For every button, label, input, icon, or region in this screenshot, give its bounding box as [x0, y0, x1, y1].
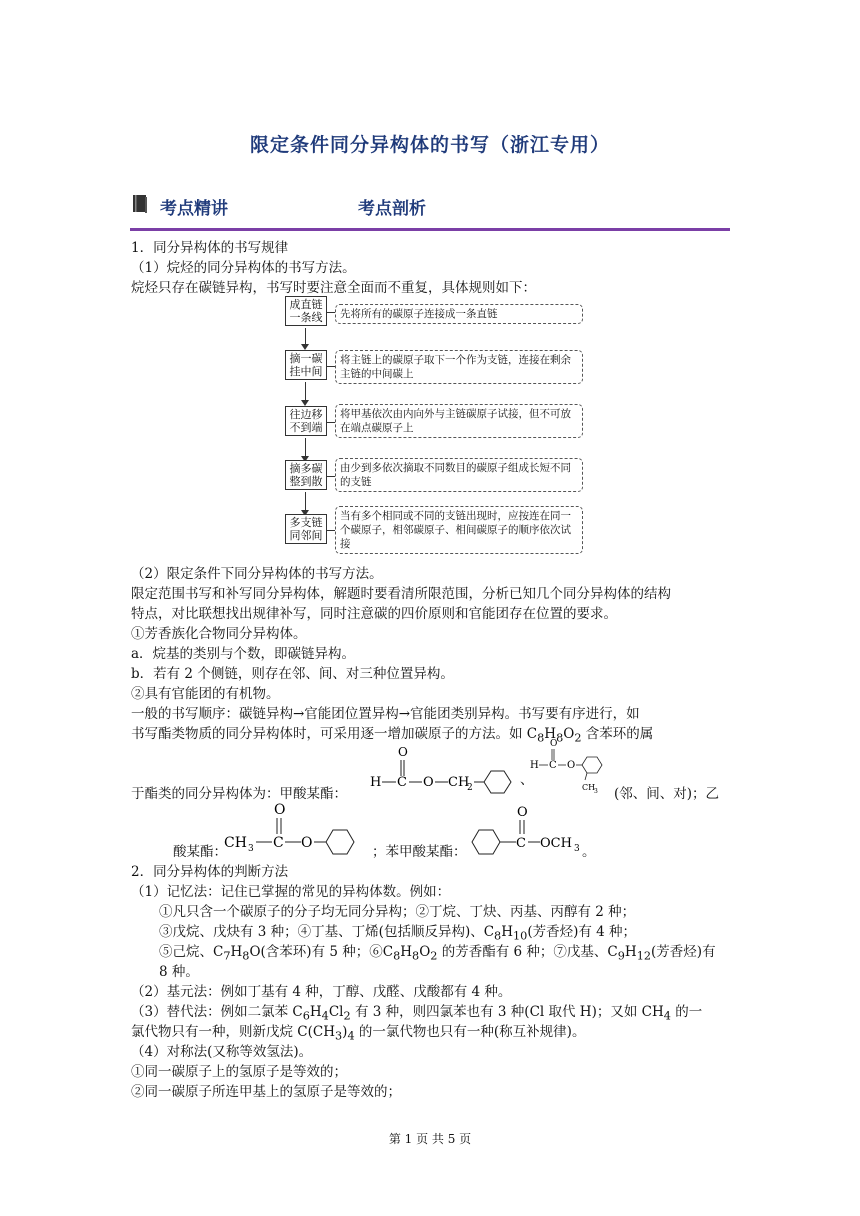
svg-text:O: O: [567, 760, 576, 771]
paragraph: 特点，对比联想找出规律补写，同时注意碳的四价原则和官能团存在位置的要求。: [131, 606, 617, 622]
structure-methyl-benzoate: [470, 802, 586, 862]
svg-text:C: C: [549, 760, 557, 771]
structure-phenyl-acetate: [224, 798, 370, 862]
flow-step-desc: 先将所有的碳原子连接成一条直链: [335, 304, 583, 324]
paragraph: ⑤己烷、$C_7H_8O$(含苯环)有 5 种；$⑥C_8H_8O_2$ 的芳香酯有 6 种；⑦戊基、$C_9H_{12}$(芳香烃)有: [159, 944, 716, 963]
paragraph: 于酯类的同分异构体为：甲酸某酯：: [131, 786, 347, 802]
flow-step-box: 多支链 同邻间: [285, 514, 327, 544]
paragraph: （2）限定条件下同分异构体的书写方法。: [131, 566, 383, 582]
heading-rule-2: 2．同分异构体的判断方法: [131, 864, 289, 880]
svg-text:CH: CH: [582, 783, 596, 792]
heading-rule-1: 1．同分异构体的书写规律: [131, 240, 289, 256]
flow-step-box: 摘一碳 挂中间: [285, 350, 327, 380]
paragraph: 一般的书写顺序：碳链异构→官能团位置异构→官能团类别异构。书写要有序进行，如: [131, 706, 640, 722]
svg-text:O: O: [550, 739, 558, 749]
section-title-pouxi: 考点剖析: [358, 199, 426, 219]
svg-text:2: 2: [467, 783, 473, 793]
paragraph: （2）基元法：例如丁基有 4 种，丁醇、戊醛、戊酸都有 4 种。: [131, 984, 512, 1000]
paragraph: （3）替代法：例如二氯苯 $C_6H_4Cl_2$ 有 3 种，则四氯苯也有 3 种(Cl 取代 H)；又如 $CH_4$ 的一: [131, 1004, 703, 1023]
paragraph: ①芳香族化合物同分异构体。: [131, 626, 307, 642]
paragraph: ；苯甲酸某酯：: [372, 844, 467, 860]
paragraph: 酸某酯：: [173, 844, 227, 860]
paragraph: ①同一碳原子上的氢原子是等效的；: [131, 1064, 347, 1080]
svg-text:O: O: [517, 805, 528, 820]
svg-text:3: 3: [594, 788, 598, 795]
flow-step-desc: 将甲基依次由内向外与主链碳原子试接，但不可放在端点碳原子上: [335, 404, 583, 438]
flow-step-desc: 当有多个相同或不同的支链出现时，应按连在同一个碳原子，相邻碳原子、相间碳原子的顺序依次试接: [335, 506, 583, 554]
svg-text:3: 3: [248, 844, 254, 854]
svg-text:OCH: OCH: [540, 836, 572, 851]
paragraph: 限定范围书写和补写同分异构体，解题时要看清所限范围，分析已知几个同分异构体的结构: [131, 586, 671, 602]
svg-text:O: O: [301, 835, 313, 851]
flow-step-desc: 将主链上的碳原子取下一个作为支链，连接在剩余主链的中间碳上: [335, 350, 583, 384]
svg-text:H: H: [370, 775, 382, 790]
paragraph: b．若有 2 个侧链，则存在邻、间、对三种位置异构。: [131, 666, 454, 682]
svg-text:O: O: [423, 775, 434, 790]
section-header: [130, 190, 730, 232]
book-icon: [132, 194, 148, 214]
paragraph: （1）记忆法：记住已掌握的常见的异构体数。例如：: [131, 884, 451, 900]
paragraph: a．烷基的类别与个数，即碳链异构。: [131, 646, 356, 662]
svg-text:CH: CH: [448, 775, 470, 790]
paragraph: 书写酯类物质的同分异构体时，可采用逐一增加碳原子的方法。如 $C_8H_8O_2$ 含苯环的属: [131, 726, 654, 745]
paragraph: 烷烃只存在碳链异构，书写时要注意全面而不重复，具体规则如下：: [131, 280, 536, 296]
svg-text:C: C: [397, 775, 407, 790]
paragraph: ③戊烷、戊炔有 3 种；④丁基、丁烯(包括顺反异构)、$C_8H_{10}$(芳香烃)有 4 种；: [159, 924, 637, 943]
svg-text:O: O: [274, 802, 286, 818]
separator-text: 、: [520, 772, 534, 788]
flow-step-box: 成直链 一条线: [285, 296, 327, 326]
svg-text:3: 3: [574, 844, 580, 854]
paragraph: （4）对称法(又称等效氢法)。: [131, 1044, 313, 1060]
flow-step-desc: 由少到多依次摘取不同数目的碳原子组成长短不同的支链: [335, 458, 583, 492]
svg-text:H: H: [530, 760, 539, 771]
structure-benzyl-formate: [370, 742, 518, 798]
svg-text:C: C: [273, 835, 284, 851]
paragraph: ②同一碳原子所连甲基上的氢原子是等效的；: [131, 1084, 401, 1100]
paragraph: 8 种。: [159, 964, 199, 980]
paragraph: （1）烷烃的同分异构体的书写方法。: [131, 260, 356, 276]
paragraph: ①凡只含一个碳原子的分子均无同分异构；②丁烷、丁炔、丙基、丙醇有 2 种；: [159, 904, 636, 920]
structure-methylphenyl-formate: [530, 736, 610, 798]
flow-step-box: 摘多碳 整到散: [285, 460, 327, 490]
paragraph: ②具有官能团的有机物。: [131, 686, 280, 702]
paragraph: 氯代物只有一种，则新戊烷 $C(CH_3)_4$ 的一氯代物也只有一种(称互补规律)。: [131, 1024, 586, 1043]
svg-text:CH: CH: [224, 835, 247, 851]
svg-text:O: O: [398, 745, 408, 759]
flow-step-box: 往边移 不到端: [285, 406, 327, 436]
page-title: 限定条件同分异构体的书写（浙江专用）: [249, 134, 610, 156]
section-divider: [130, 228, 730, 231]
section-title-jingjiang: 考点精讲: [160, 199, 228, 219]
paragraph: (邻、间、对)；乙: [614, 786, 720, 802]
page-number: 第 1 页 共 5 页: [388, 1132, 472, 1146]
paragraph: 。: [582, 844, 596, 860]
svg-text:C: C: [516, 836, 526, 851]
